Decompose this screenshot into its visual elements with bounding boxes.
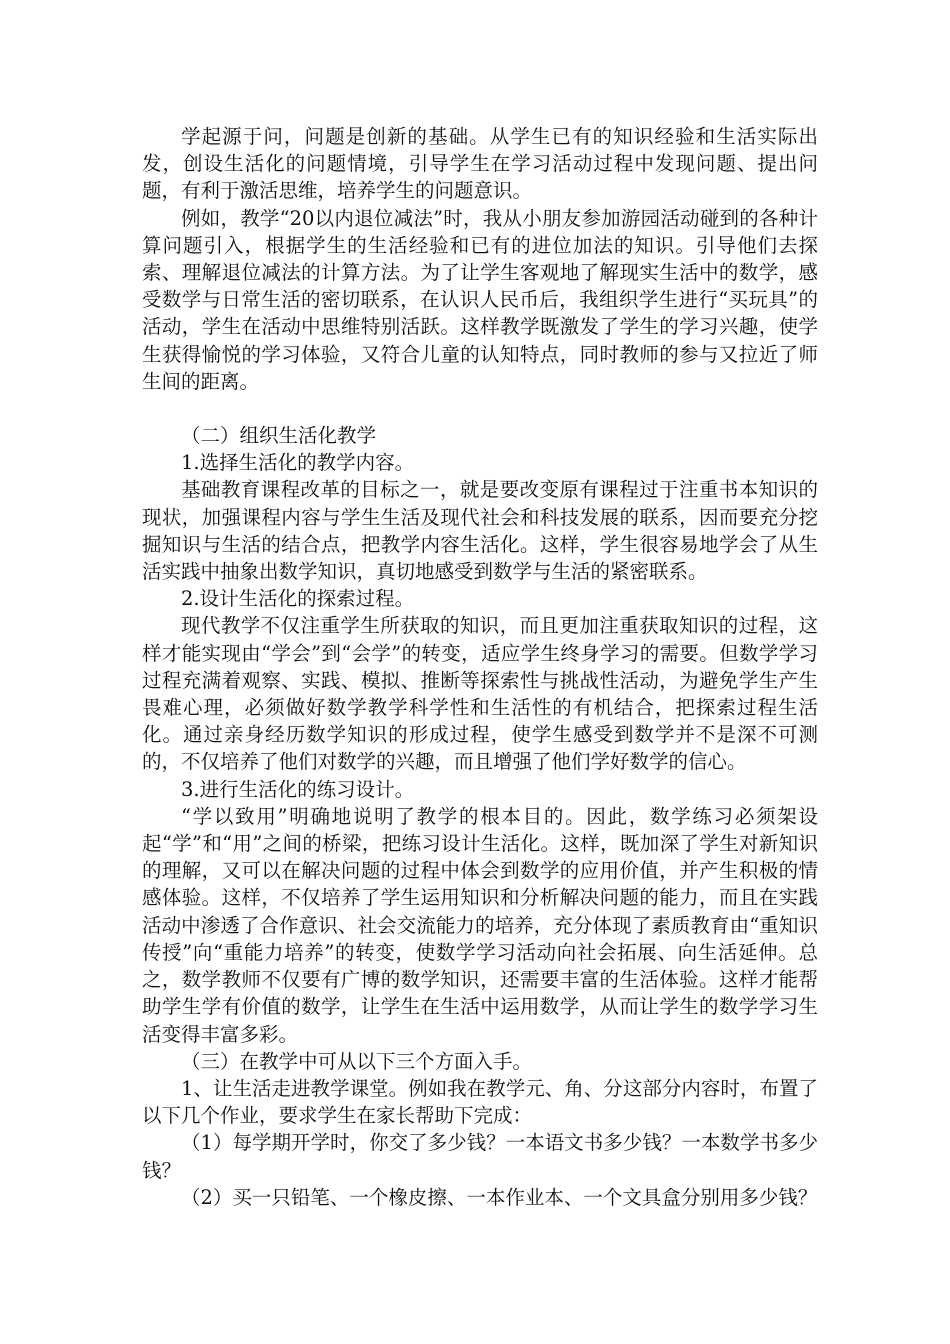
subheading-2: 2.设计生活化的探索过程。	[181, 587, 415, 611]
paragraph-example: 例如，教学“20以内退位减法”时，我从小朋友参加游园活动碰到的各种计算问题引入，根据学生的生活经验和已有的进位加法的知识。引导他们去探索、理解退位减法的计算方法。为了让学生客观地了解现实生活中的数学，感受数学与日常生活的密切联系，在认识人民币后，我组织学生进行“买玩具”的活动，学生在活动中思维特别活跃。这样教学既激发了学生的学习兴趣，使学生获得愉悦的学习体验，又符合儿童的认知特点，同时教师的参与又拉近了师生间的距离。	[142, 206, 818, 393]
subheading-1: 1.选择生活化的教学内容。	[181, 451, 415, 475]
paragraph-content-reform: 基础教育课程改革的目标之一，就是要改变原有课程过于注重书本知识的现状，加强课程内容与学生生活及现代社会和科技发展的联系，因而要充分挖掘知识与生活的结合点，把教学内容生活化。这样，学生很容易地学会了从生活实践中抽象出数学知识，真切地感受到数学与生活的紧密联系。	[142, 478, 818, 584]
paragraph-practice: “学以致用”明确地说明了教学的根本目的。因此，数学练习必须架设起“学”和“用”之间的桥梁，把练习设计生活化。这样，既加深了学生对新知识的理解，又可以在解决问题的过程中体会到数学的应用价值，并产生积极的情感体验。这样，不仅培养了学生运用知识和分析解决问题的能力，而且在实践活动中渗透了合作意识、社会交流能力的培养，充分体现了素质教育由“重知识传授”向“重能力培养”的转变，使数学学习活动向社会拓展、向生活延伸。总之，数学教师不仅要有广博的数学知识，还需要丰富的生活体验。这样才能帮助学生学有价值的数学，让学生在生活中运用数学，从而让学生的数学学习生活变得丰富多彩。	[142, 804, 818, 1046]
paragraph-exploration: 现代教学不仅注重学生所获取的知识，而且更加注重获取知识的过程，这样才能实现由“学会”到“会学”的转变，适应学生终身学习的需要。但数学学习过程充满着观察、实践、模拟、推断等探索性与挑战性活动，为避免学生产生畏难心理，必须做好数学教学科学性和生活性的有机结合，把探索过程生活化。通过亲身经历数学知识的形成过程，使学生感受到数学并不是深不可测的，不仅培养了他们对数学的兴趣，而且增强了他们学好数学的信心。	[142, 614, 818, 774]
list-item-1: （1）每学期开学时，你交了多少钱？一本语文书多少钱？一本数学书多少钱？	[142, 1131, 818, 1182]
paragraph-intro: 学起源于问，问题是创新的基础。从学生已有的知识经验和生活实际出发，创设生活化的问题情境，引导学生在学习活动过程中发现问题、提出问题，有利于激活思维，培养学生的问题意识。	[142, 125, 818, 203]
document-body	[142, 123, 818, 1211]
paragraph-classroom: 1、让生活走进教学课堂。例如我在教学元、角、分这部分内容时，布置了以下几个作业，要求学生在家长帮助下完成：	[142, 1076, 818, 1128]
paragraph-spacer	[142, 395, 818, 422]
list-item-2: （2）买一只铅笔、一个橡皮擦、一本作业本、一个文具盒分别用多少钱？	[181, 1185, 818, 1209]
subheading-3: 3.进行生活化的练习设计。	[181, 777, 415, 801]
section-heading-3: （三）在教学中可从以下三个方面入手。	[181, 1049, 533, 1073]
section-heading-2: （二）组织生活化教学	[181, 424, 377, 448]
